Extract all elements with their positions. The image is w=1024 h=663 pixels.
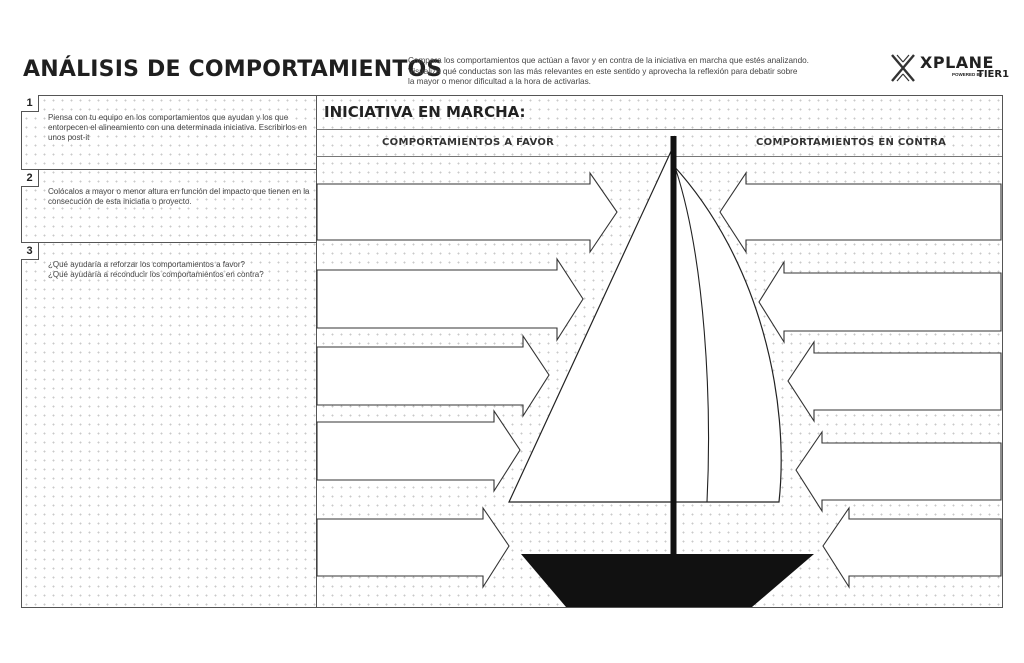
description-line: Visualiza qué conductas son las más relevantes en este sentido y aprovecha la reflexión para debatir sobre — [408, 66, 798, 76]
description-line: la mayor o menor dificultad a la hora de activarlas. — [408, 77, 591, 86]
step-text: Colócalos a mayor o menor altura en función del impacto que tienen en la consecución de esta iniciatia o proyecto. — [48, 187, 310, 206]
logo-powered-by: POWERED BY — [952, 72, 983, 77]
page-title: ANÁLISIS DE COMPORTAMIENTOS — [23, 57, 443, 82]
step-number: 2 — [21, 170, 39, 187]
contra-column-heading: COMPORTAMIENTOS EN CONTRA — [756, 137, 947, 148]
initiative-label: INICIATIVA EN MARCHA: — [324, 103, 526, 121]
description-line: Compara los comportamientos que actúan a favor y en contra de la iniciativa en marcha que estés analizando. — [408, 56, 809, 65]
favor-arrow — [317, 336, 549, 416]
favor-column-heading: COMPORTAMIENTOS A FAVOR — [382, 137, 555, 148]
step-number: 1 — [21, 95, 39, 112]
logo-partner: TIER1 — [977, 69, 1010, 80]
favor-arrow — [317, 259, 583, 340]
step-number: 3 — [21, 243, 39, 260]
favor-arrow — [317, 173, 617, 252]
step-text: ¿Qué ayudaría a reforzar los comportamientos a favor? ¿Qué ayudaría a reconducir los comportamientos en contra? — [48, 260, 264, 279]
contra-arrow — [720, 173, 1001, 252]
step-text: Piensa con tu equipo en los comportamientos que ayudan y los que entorpecen el alineamiento con una determinada iniciativa. Escribirlos en unos post-it — [48, 113, 307, 142]
contra-arrow — [788, 342, 1001, 421]
contra-arrow — [759, 262, 1001, 342]
contra-arrow — [823, 508, 1001, 587]
favor-arrow — [317, 411, 520, 491]
mast — [671, 136, 677, 558]
logo-brand: XPLANE — [920, 53, 994, 72]
favor-arrow — [317, 508, 509, 587]
boat-hull — [521, 554, 814, 607]
contra-arrow — [796, 432, 1001, 511]
